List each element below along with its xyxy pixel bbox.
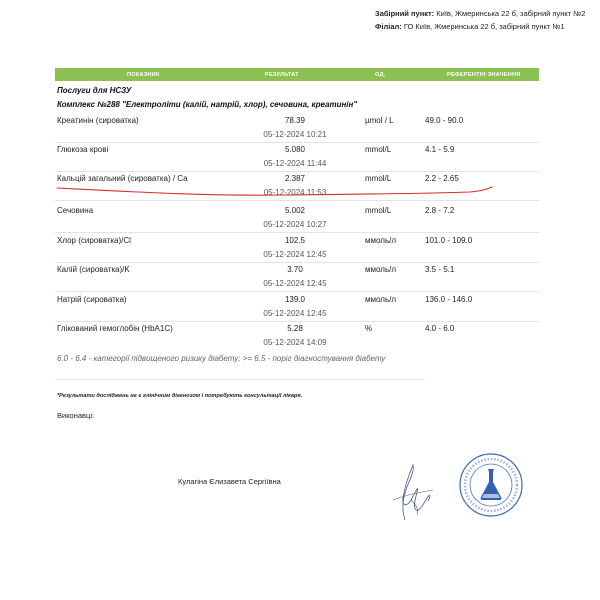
- row-unit: ммоль/л: [365, 295, 396, 304]
- row-reference: 2.8 - 7.2: [425, 206, 455, 215]
- row-reference: 101.0 - 109.0: [425, 236, 473, 245]
- row-value: 102.5: [284, 236, 306, 245]
- row-divider: [55, 171, 539, 172]
- collection-point-value: Київ, Жмеринська 22 б, забірний пункт №2: [436, 9, 586, 18]
- section-complex: Комплекс №288 "Електроліти (калій, натрій, хлор), сечовина, креатинін": [57, 100, 358, 109]
- row-unit: ммоль/л: [365, 265, 396, 274]
- executor-name: Кулагіна Єлизавета Сергіївна: [178, 477, 281, 486]
- row-value: 5.28: [287, 324, 303, 333]
- row-value: 139.0: [284, 295, 306, 304]
- executors-label: Виконавці:: [57, 411, 95, 420]
- collection-point: [375, 8, 595, 19]
- results-table-header: [55, 68, 539, 81]
- row-value: 2.387: [284, 174, 306, 183]
- row-name: Глікований гемоглобін (HbA1C): [57, 324, 173, 333]
- row-value: 3.70: [287, 265, 303, 274]
- row-name: Калій (сироватка)/K: [57, 265, 130, 274]
- row-divider: [55, 291, 539, 292]
- row-date: 05-12-2024 11:44: [263, 159, 327, 168]
- row-unit: %: [365, 324, 373, 333]
- row-value: 5.002: [284, 206, 306, 215]
- hba1c-note: 6.0 - 6.4 - категорії підвищеного ризику діабету; >= 6.5 - поріг діагностування діабету: [57, 354, 386, 363]
- col-indicator: ПОКАЗНИК: [127, 71, 160, 78]
- row-reference: 136.0 - 146.0: [425, 295, 473, 304]
- row-date: 05-12-2024 12:45: [263, 309, 327, 318]
- section-nszu: Послуги для НСЗУ: [57, 86, 132, 95]
- row-date: 05-12-2024 11:53: [263, 188, 327, 197]
- row-name: Натрій (сироватка): [57, 295, 127, 304]
- col-unit: ОД.: [375, 71, 386, 78]
- col-result: РЕЗУЛЬТАТ: [265, 71, 299, 78]
- branch-value: ГО Київ, Жмеринська 22 б, забірний пункт №1: [403, 22, 565, 31]
- row-unit: µmol / L: [365, 116, 394, 125]
- row-reference: 4.1 - 5.9: [425, 145, 455, 154]
- branch-label: Філіал:: [375, 22, 402, 31]
- row-name: Креатинін (сироватка): [57, 116, 139, 125]
- row-divider: [55, 321, 539, 322]
- row-reference: 2.2 - 2.65: [425, 174, 459, 183]
- row-reference: 49.0 - 90.0: [425, 116, 464, 125]
- row-divider: [55, 142, 539, 143]
- row-unit: mmol/L: [365, 206, 392, 215]
- row-reference: 3.5 - 5.1: [425, 265, 455, 274]
- col-reference: РЕФЕРЕНТНІ ЗНАЧЕННЯ: [447, 71, 521, 78]
- row-date: 05-12-2024 12:45: [263, 279, 327, 288]
- row-unit: mmol/L: [365, 145, 392, 154]
- red-underline-mark: [55, 180, 505, 210]
- note-divider: [55, 379, 425, 380]
- row-unit: ммоль/л: [365, 236, 396, 245]
- row-value: 5.080: [284, 145, 306, 154]
- branch: [375, 21, 595, 32]
- row-date: 05-12-2024 10:27: [263, 220, 327, 229]
- row-value: 78.39: [284, 116, 306, 125]
- collection-point-label: Забірний пункт:: [375, 9, 435, 18]
- row-divider: [55, 262, 539, 263]
- header-top-partial: [375, 0, 595, 8]
- lab-stamp-icon: [458, 452, 524, 518]
- row-name: Кальцій загальний (сироватка) / Ca: [57, 174, 188, 183]
- row-name: Хлор (сироватка)/Cl: [57, 236, 131, 245]
- row-unit: mmol/L: [365, 174, 392, 183]
- row-reference: 4.0 - 6.0: [425, 324, 455, 333]
- row-date: 05-12-2024 14:09: [263, 338, 327, 347]
- row-date: 05-12-2024 12:45: [263, 250, 327, 259]
- row-name: Сечовина: [57, 206, 94, 215]
- row-date: 05-12-2024 10:21: [263, 130, 327, 139]
- row-name: Глюкоза крові: [57, 145, 109, 154]
- disclaimer: *Результати досліджень не є клінічним діагнозом і потребують консультації лікаря.: [57, 393, 303, 399]
- signature-icon: [383, 460, 443, 525]
- row-divider: [55, 232, 539, 233]
- report-header-info: [375, 0, 595, 32]
